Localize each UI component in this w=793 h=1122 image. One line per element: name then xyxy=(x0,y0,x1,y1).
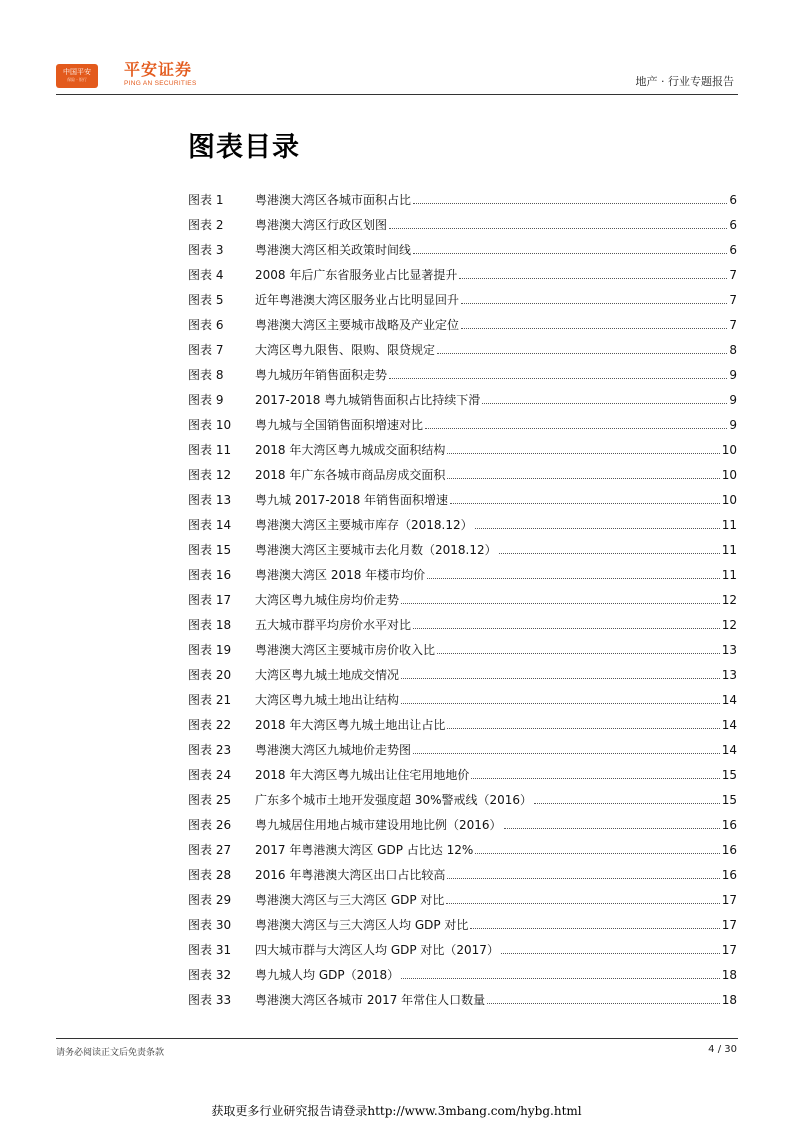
toc-page-number: 17 xyxy=(721,917,737,932)
toc-page-number: 15 xyxy=(721,767,737,782)
toc-figure-title: 大湾区粤九城土地出让结构 xyxy=(255,693,400,707)
toc-figure-label: 图表 17 xyxy=(188,593,232,607)
toc-page-number: 9 xyxy=(729,417,737,432)
toc-page-number: 12 xyxy=(721,592,737,607)
toc-page-number: 12 xyxy=(721,617,737,632)
toc-figure-title: 粤港澳大湾区主要城市战略及产业定位 xyxy=(255,318,460,332)
toc-figure-label: 图表 19 xyxy=(188,643,232,657)
page-header xyxy=(56,56,738,96)
toc-figure-label: 图表 11 xyxy=(188,443,232,457)
toc-dot-leader xyxy=(437,353,727,354)
toc-dot-leader xyxy=(389,228,727,229)
toc-figure-title: 近年粤港澳大湾区服务业占比明显回升 xyxy=(255,293,460,307)
toc-dot-leader xyxy=(487,1003,720,1004)
toc-figure-title: 2018 年广东各城市商品房成交面积 xyxy=(255,468,446,482)
toc-figure-title: 大湾区粤九限售、限购、限贷规定 xyxy=(255,343,436,357)
toc-row[interactable] xyxy=(188,287,737,312)
toc-row[interactable] xyxy=(188,737,737,762)
header-divider xyxy=(56,94,738,95)
toc-page-number: 9 xyxy=(729,367,737,382)
toc-dot-leader xyxy=(401,978,720,979)
toc-figure-title: 粤港澳大湾区 2018 年楼市均价 xyxy=(255,568,426,582)
toc-figure-label: 图表 1 xyxy=(188,193,224,207)
toc-page-number: 18 xyxy=(721,967,737,982)
toc-page-number: 6 xyxy=(729,192,737,207)
toc-row[interactable] xyxy=(188,462,737,487)
toc-page-number: 11 xyxy=(721,542,737,557)
toc-dot-leader xyxy=(401,703,720,704)
brand-name-cn: 平安证券 xyxy=(124,60,193,79)
toc-row[interactable] xyxy=(188,337,737,362)
toc-figure-label: 图表 16 xyxy=(188,568,232,582)
toc-row[interactable] xyxy=(188,962,737,987)
toc-dot-leader xyxy=(413,628,720,629)
toc-figure-label: 图表 18 xyxy=(188,618,232,632)
toc-figure-label: 图表 31 xyxy=(188,943,232,957)
toc-dot-leader xyxy=(447,478,719,479)
toc-page-number: 14 xyxy=(721,742,737,757)
toc-page-number: 17 xyxy=(721,892,737,907)
toc-page-number: 17 xyxy=(721,942,737,957)
toc-row[interactable] xyxy=(188,612,737,637)
toc-row[interactable] xyxy=(188,937,737,962)
toc-dot-leader xyxy=(401,603,720,604)
toc-figure-label: 图表 21 xyxy=(188,693,232,707)
toc-figure-title: 2017 年粤港澳大湾区 GDP 占比达 12% xyxy=(255,843,474,857)
logo-badge-text: 中国平安 xyxy=(63,68,91,76)
toc-row[interactable] xyxy=(188,987,737,1012)
toc-dot-leader xyxy=(459,278,727,279)
toc-figure-title: 粤港澳大湾区与三大湾区人均 GDP 对比 xyxy=(255,918,469,932)
toc-page-number: 7 xyxy=(729,292,737,307)
toc-dot-leader xyxy=(471,778,719,779)
toc-figure-label: 图表 25 xyxy=(188,793,232,807)
toc-row[interactable] xyxy=(188,387,737,412)
toc-dot-leader xyxy=(450,503,720,504)
toc-figure-title: 粤港澳大湾区主要城市房价收入比 xyxy=(255,643,436,657)
toc-figure-label: 图表 3 xyxy=(188,243,224,257)
toc-row[interactable] xyxy=(188,812,737,837)
toc-dot-leader xyxy=(534,803,720,804)
toc-dot-leader xyxy=(401,678,720,679)
toc-page-number: 7 xyxy=(729,317,737,332)
toc-row[interactable] xyxy=(188,237,737,262)
toc-figure-label: 图表 23 xyxy=(188,743,232,757)
figure-toc-list xyxy=(188,187,737,1012)
toc-figure-title: 2008 年后广东省服务业占比显著提升 xyxy=(255,268,458,282)
toc-dot-leader xyxy=(482,403,727,404)
toc-dot-leader xyxy=(501,953,720,954)
toc-figure-label: 图表 32 xyxy=(188,968,232,982)
toc-row[interactable] xyxy=(188,487,737,512)
toc-row[interactable] xyxy=(188,187,737,212)
logo-badge-subtext: 保险 · 银行 xyxy=(67,77,87,82)
toc-row[interactable] xyxy=(188,912,737,937)
toc-dot-leader xyxy=(461,328,727,329)
toc-dot-leader xyxy=(446,903,719,904)
toc-dot-leader xyxy=(413,203,727,204)
toc-figure-label: 图表 7 xyxy=(188,343,224,357)
toc-row[interactable] xyxy=(188,362,737,387)
toc-page-number: 16 xyxy=(721,867,737,882)
page-number: 4 / 30 xyxy=(708,1044,737,1055)
toc-row[interactable] xyxy=(188,512,737,537)
toc-page-number: 10 xyxy=(721,442,737,457)
pingan-logo-badge xyxy=(56,64,98,88)
toc-figure-label: 图表 30 xyxy=(188,918,232,932)
toc-page-number: 14 xyxy=(721,692,737,707)
toc-row[interactable] xyxy=(188,687,737,712)
toc-figure-title: 五大城市群平均房价水平对比 xyxy=(255,618,412,632)
toc-page-number: 6 xyxy=(729,217,737,232)
toc-figure-title: 粤九城与全国销售面积增速对比 xyxy=(255,418,424,432)
toc-figure-title: 粤港澳大湾区各城市 2017 年常住人口数量 xyxy=(255,993,486,1007)
toc-figure-label: 图表 29 xyxy=(188,893,232,907)
toc-figure-title: 大湾区粤九城住房均价走势 xyxy=(255,593,400,607)
toc-row[interactable] xyxy=(188,712,737,737)
disclaimer-note: 请务必阅读正文后免责条款 xyxy=(56,1048,165,1058)
toc-figure-title: 2016 年粤港澳大湾区出口占比较高 xyxy=(255,868,446,882)
toc-figure-label: 图表 9 xyxy=(188,393,224,407)
toc-dot-leader xyxy=(389,378,727,379)
toc-dot-leader xyxy=(437,653,720,654)
toc-figure-title: 粤港澳大湾区与三大湾区 GDP 对比 xyxy=(255,893,445,907)
toc-figure-title: 粤港澳大湾区九城地价走势图 xyxy=(255,743,412,757)
toc-figure-title: 粤九城居住用地占城市建设用地比例（2016） xyxy=(255,818,502,832)
toc-figure-label: 图表 14 xyxy=(188,518,232,532)
toc-figure-title: 2018 年大湾区粤九城土地出让占比 xyxy=(255,718,446,732)
toc-figure-title: 2018 年大湾区粤九城成交面积结构 xyxy=(255,443,446,457)
toc-figure-title: 粤九城 2017-2018 年销售面积增速 xyxy=(255,493,449,507)
toc-figure-label: 图表 27 xyxy=(188,843,232,857)
footer-divider xyxy=(56,1038,738,1039)
toc-page-number: 6 xyxy=(729,242,737,257)
download-watermark: 获取更多行业研究报告请登录http://www.3mbang.com/hybg.html xyxy=(211,1104,582,1118)
toc-page-number: 7 xyxy=(729,267,737,282)
toc-figure-label: 图表 6 xyxy=(188,318,224,332)
toc-figure-title: 2017-2018 粤九城销售面积占比持续下滑 xyxy=(255,393,481,407)
brand-name-en: PING AN SECURITIES xyxy=(124,80,197,87)
toc-page-number: 14 xyxy=(721,717,737,732)
toc-page-number: 13 xyxy=(721,667,737,682)
toc-dot-leader xyxy=(470,928,719,929)
toc-figure-title: 粤港澳大湾区行政区划图 xyxy=(255,218,388,232)
toc-page-number: 18 xyxy=(721,992,737,1007)
toc-figure-label: 图表 20 xyxy=(188,668,232,682)
toc-figure-title: 粤港澳大湾区各城市面积占比 xyxy=(255,193,412,207)
toc-figure-label: 图表 26 xyxy=(188,818,232,832)
toc-figure-title: 2018 年大湾区粤九城出让住宅用地地价 xyxy=(255,768,470,782)
toc-row[interactable] xyxy=(188,762,737,787)
toc-page-number: 13 xyxy=(721,642,737,657)
toc-figure-label: 图表 10 xyxy=(188,418,232,432)
toc-dot-leader xyxy=(425,428,727,429)
toc-dot-leader xyxy=(461,303,727,304)
toc-dot-leader xyxy=(427,578,720,579)
toc-page-number: 8 xyxy=(729,342,737,357)
toc-figure-label: 图表 13 xyxy=(188,493,232,507)
toc-figure-title: 粤九城历年销售面积走势 xyxy=(255,368,388,382)
toc-row[interactable] xyxy=(188,262,737,287)
toc-page-number: 16 xyxy=(721,817,737,832)
report-section-label: 地产 · 行业专题报告 xyxy=(635,75,734,88)
toc-row[interactable] xyxy=(188,312,737,337)
toc-page-number: 15 xyxy=(721,792,737,807)
toc-page-number: 11 xyxy=(721,517,737,532)
toc-figure-label: 图表 5 xyxy=(188,293,224,307)
toc-figure-title: 大湾区粤九城土地成交情况 xyxy=(255,668,400,682)
toc-figure-title: 广东多个城市土地开发强度超 30%警戒线（2016） xyxy=(255,793,533,807)
toc-page-number: 9 xyxy=(729,392,737,407)
toc-page-number: 16 xyxy=(721,842,737,857)
toc-row[interactable] xyxy=(188,837,737,862)
toc-figure-title: 四大城市群与大湾区人均 GDP 对比（2017） xyxy=(255,943,499,957)
toc-dot-leader xyxy=(447,453,719,454)
toc-figure-title: 粤港澳大湾区相关政策时间线 xyxy=(255,243,412,257)
toc-row[interactable] xyxy=(188,862,737,887)
toc-row[interactable] xyxy=(188,412,737,437)
toc-row[interactable] xyxy=(188,662,737,687)
toc-dot-leader xyxy=(499,553,720,554)
toc-row[interactable] xyxy=(188,562,737,587)
toc-row[interactable] xyxy=(188,212,737,237)
toc-page-number: 10 xyxy=(721,467,737,482)
toc-dot-leader xyxy=(447,728,719,729)
toc-page-number: 10 xyxy=(721,492,737,507)
toc-row[interactable] xyxy=(188,887,737,912)
toc-dot-leader xyxy=(447,878,719,879)
toc-figure-label: 图表 12 xyxy=(188,468,232,482)
toc-row[interactable] xyxy=(188,587,737,612)
toc-figure-title: 粤九城人均 GDP（2018） xyxy=(255,968,400,982)
toc-figure-label: 图表 4 xyxy=(188,268,224,282)
toc-row[interactable] xyxy=(188,437,737,462)
toc-row[interactable] xyxy=(188,537,737,562)
toc-figure-title: 粤港澳大湾区主要城市库存（2018.12） xyxy=(255,518,473,532)
toc-dot-leader xyxy=(475,853,719,854)
toc-dot-leader xyxy=(504,828,720,829)
toc-row[interactable] xyxy=(188,787,737,812)
toc-dot-leader xyxy=(413,253,727,254)
toc-figure-label: 图表 2 xyxy=(188,218,224,232)
toc-dot-leader xyxy=(413,753,720,754)
toc-row[interactable] xyxy=(188,637,737,662)
toc-figure-label: 图表 33 xyxy=(188,993,232,1007)
page-title: 图表目录 xyxy=(188,132,300,163)
toc-figure-label: 图表 15 xyxy=(188,543,232,557)
toc-figure-label: 图表 24 xyxy=(188,768,232,782)
brand-block xyxy=(124,60,197,88)
toc-figure-title: 粤港澳大湾区主要城市去化月数（2018.12） xyxy=(255,543,497,557)
toc-figure-label: 图表 22 xyxy=(188,718,232,732)
toc-dot-leader xyxy=(475,528,720,529)
toc-page-number: 11 xyxy=(721,567,737,582)
toc-figure-label: 图表 8 xyxy=(188,368,224,382)
toc-figure-label: 图表 28 xyxy=(188,868,232,882)
